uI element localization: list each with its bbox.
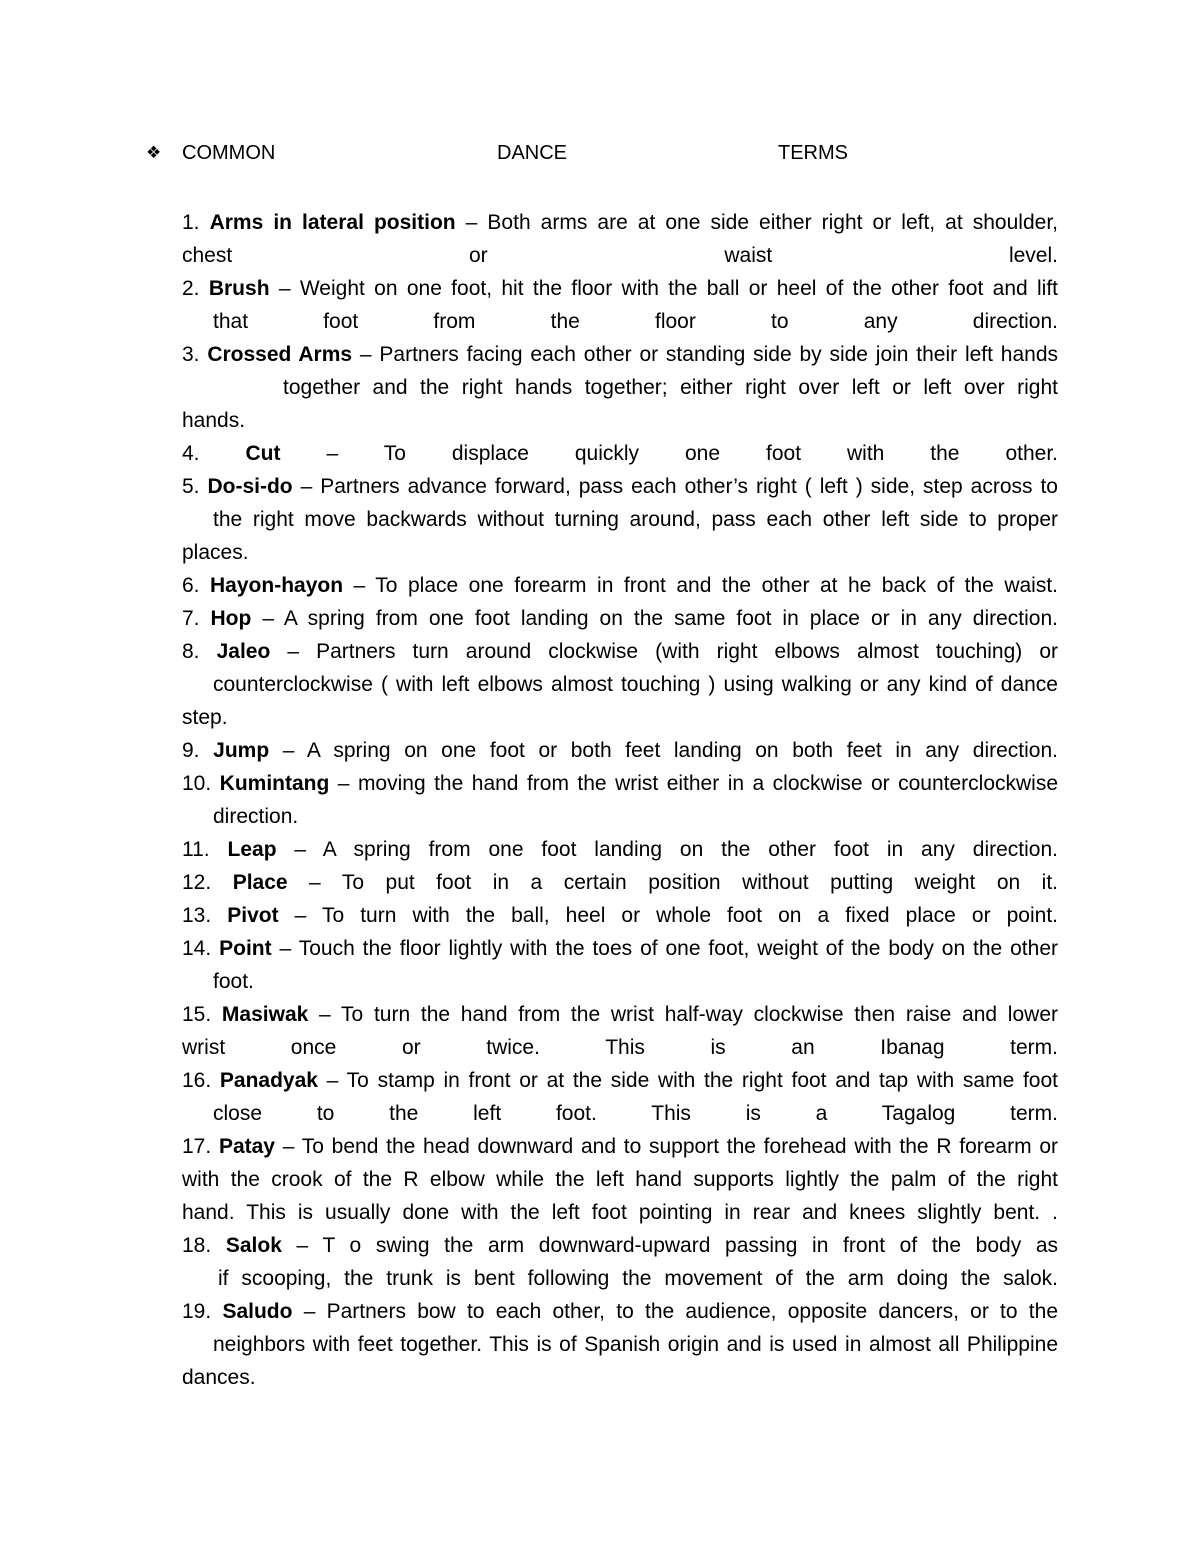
term-definition: if scooping, the trunk is bent following the movement of the arm doing the salok.	[218, 1267, 1058, 1290]
item-number: 16.	[182, 1069, 220, 1092]
item-number: 12.	[182, 871, 233, 894]
list-item-line	[182, 734, 1058, 767]
list-item-line	[182, 272, 1058, 305]
term-definition: – To put foot in a certain position without putting weight on it.	[287, 871, 1058, 894]
term-definition: – Partners bow to each other, to the audience, opposite dancers, or to the	[292, 1300, 1058, 1323]
term-definition: the right move backwards without turning around, pass each other left side to proper	[213, 508, 1058, 531]
list-item-line	[182, 800, 1058, 833]
list-item-line	[182, 1097, 1058, 1130]
term-definition: step.	[182, 706, 228, 729]
item-number: 18.	[182, 1234, 226, 1257]
diamond-bullet-icon: ❖	[146, 143, 162, 162]
term-name: Panadyak	[219, 1069, 318, 1092]
list-item-line	[182, 1064, 1058, 1097]
list-item-line	[182, 635, 1058, 668]
term-definition: – Partners advance forward, pass each other’s right ( left ) side, step across to	[292, 475, 1058, 498]
term-definition: – To turn the hand from the wrist half-way clockwise then raise and lower	[308, 1003, 1058, 1026]
list-item-line	[182, 965, 1058, 998]
term-definition: dances.	[182, 1366, 256, 1389]
term-definition: places.	[182, 541, 249, 564]
list-item-line	[182, 602, 1058, 635]
term-definition: – To stamp in front or at the side with the right foot and tap with same foot	[317, 1069, 1058, 1092]
term-definition: wrist once or twice. This is an Ibanag term.	[182, 1036, 1058, 1059]
item-number: 11.	[182, 838, 228, 861]
term-name: Masiwak	[221, 1003, 309, 1026]
section-heading	[146, 142, 856, 170]
term-name: Saludo	[222, 1300, 293, 1323]
list-item-line	[182, 1262, 1058, 1295]
term-definition: that foot from the floor to any direction.	[213, 310, 1058, 333]
heading-word: DANCE	[497, 142, 568, 164]
list-item-line	[182, 338, 1058, 371]
item-number: 7.	[182, 607, 211, 630]
list-item-line	[182, 668, 1058, 701]
list-item-line	[182, 866, 1058, 899]
list-item-line	[182, 899, 1058, 932]
term-name: Hayon-hayon	[210, 574, 344, 597]
item-number: 8.	[182, 640, 217, 663]
item-number: 6.	[182, 574, 211, 597]
term-definition: chest or waist level.	[182, 244, 1058, 267]
heading-word: TERMS	[778, 142, 848, 164]
term-name: Jaleo	[216, 640, 271, 663]
list-item-line	[182, 470, 1058, 503]
term-definition: hands.	[182, 409, 246, 432]
term-name: Jump	[213, 739, 270, 762]
item-number: 2.	[182, 277, 209, 300]
item-number: 9.	[182, 739, 214, 762]
list-item-line	[182, 437, 1058, 470]
item-number: 19.	[182, 1300, 223, 1323]
list-item-line	[182, 536, 1058, 569]
list-item-line	[182, 1196, 1058, 1229]
term-definition: together and the right hands together; either right over left or left over right	[283, 376, 1058, 399]
term-definition: neighbors with feet together. This is of Spanish origin and is used in almost all Philippine	[213, 1333, 1058, 1356]
term-definition: – T o swing the arm downward-upward passing in front of the body as	[281, 1234, 1058, 1257]
item-number: 13.	[182, 904, 228, 927]
list-item-line	[182, 569, 1058, 602]
dance-terms-list	[182, 206, 1058, 1394]
term-definition: foot.	[213, 970, 254, 993]
term-definition: – A spring on one foot or both feet landing on both feet in any direction.	[269, 739, 1058, 762]
term-name: Point	[219, 937, 272, 960]
item-number: 3.	[182, 343, 208, 366]
list-item-line	[182, 206, 1058, 239]
list-item-line	[182, 701, 1058, 734]
term-definition: – To turn with the ball, heel or whole foot on a fixed place or point.	[278, 904, 1058, 927]
term-definition: with the crook of the R elbow while the left hand supports lightly the palm of the right	[182, 1168, 1058, 1191]
list-item-line	[182, 305, 1058, 338]
item-number: 14.	[182, 937, 220, 960]
list-item-line	[182, 371, 1058, 404]
list-item-line	[182, 1130, 1058, 1163]
term-name: Arms in lateral position	[209, 211, 456, 234]
term-definition: – To place one forearm in front and the other at he back of the waist.	[343, 574, 1058, 597]
term-definition: – moving the hand from the wrist either in a clockwise or counterclockwise	[329, 772, 1058, 795]
term-name: Leap	[227, 838, 277, 861]
term-name: Salok	[225, 1234, 282, 1257]
item-number: 10.	[182, 772, 220, 795]
item-number: 4.	[182, 442, 246, 465]
term-definition: close to the left foot. This is a Tagalog term.	[213, 1102, 1058, 1125]
term-definition: – Touch the floor lightly with the toes of one foot, weight of the body on the other	[271, 937, 1058, 960]
term-name: Patay	[218, 1135, 275, 1158]
term-definition: counterclockwise ( with left elbows almost touching ) using walking or any kind of dance	[213, 673, 1058, 696]
list-item-line	[182, 833, 1058, 866]
list-item-line	[182, 932, 1058, 965]
item-number: 15.	[182, 1003, 222, 1026]
term-name: Pivot	[227, 904, 279, 927]
item-number: 5.	[182, 475, 208, 498]
term-name: Crossed Arms	[207, 343, 353, 366]
heading-word: COMMON	[182, 142, 276, 164]
list-item-line	[182, 1031, 1058, 1064]
term-definition: – Weight on one foot, hit the floor with the ball or heel of the other foot and lift	[269, 277, 1058, 300]
term-definition: direction.	[213, 805, 299, 828]
term-definition: hand. This is usually done with the left foot pointing in rear and knees slightly bent. .	[182, 1201, 1058, 1224]
term-definition: – To bend the head downward and to support the forehead with the R forearm or	[274, 1135, 1058, 1158]
term-name: Kumintang	[219, 772, 330, 795]
list-item-line	[182, 1328, 1058, 1361]
list-item-line	[182, 1361, 1058, 1394]
list-item-line	[182, 1229, 1058, 1262]
list-item-line	[182, 767, 1058, 800]
list-item-line	[182, 998, 1058, 1031]
list-item-line	[182, 1295, 1058, 1328]
term-definition: – Partners facing each other or standing side by side join their left hands	[352, 343, 1058, 366]
term-name: Place	[232, 871, 288, 894]
term-definition: – To displace quickly one foot with the other.	[280, 442, 1058, 465]
list-item-line	[182, 404, 1058, 437]
term-name: Brush	[208, 277, 270, 300]
list-item-line	[182, 503, 1058, 536]
item-number: 1.	[182, 211, 210, 234]
term-definition: – A spring from one foot landing on the same foot in place or in any direction.	[251, 607, 1058, 630]
term-name: Cut	[245, 442, 281, 465]
item-number: 17.	[182, 1135, 219, 1158]
term-name: Hop	[210, 607, 252, 630]
list-item-line	[182, 1163, 1058, 1196]
term-definition: – Both arms are at one side either right or left, at shoulder,	[455, 211, 1058, 234]
term-name: Do-si-do	[207, 475, 293, 498]
term-definition: – Partners turn around clockwise (with right elbows almost touching) or	[270, 640, 1058, 663]
term-definition: – A spring from one foot landing on the other foot in any direction.	[276, 838, 1058, 861]
list-item-line	[182, 239, 1058, 272]
